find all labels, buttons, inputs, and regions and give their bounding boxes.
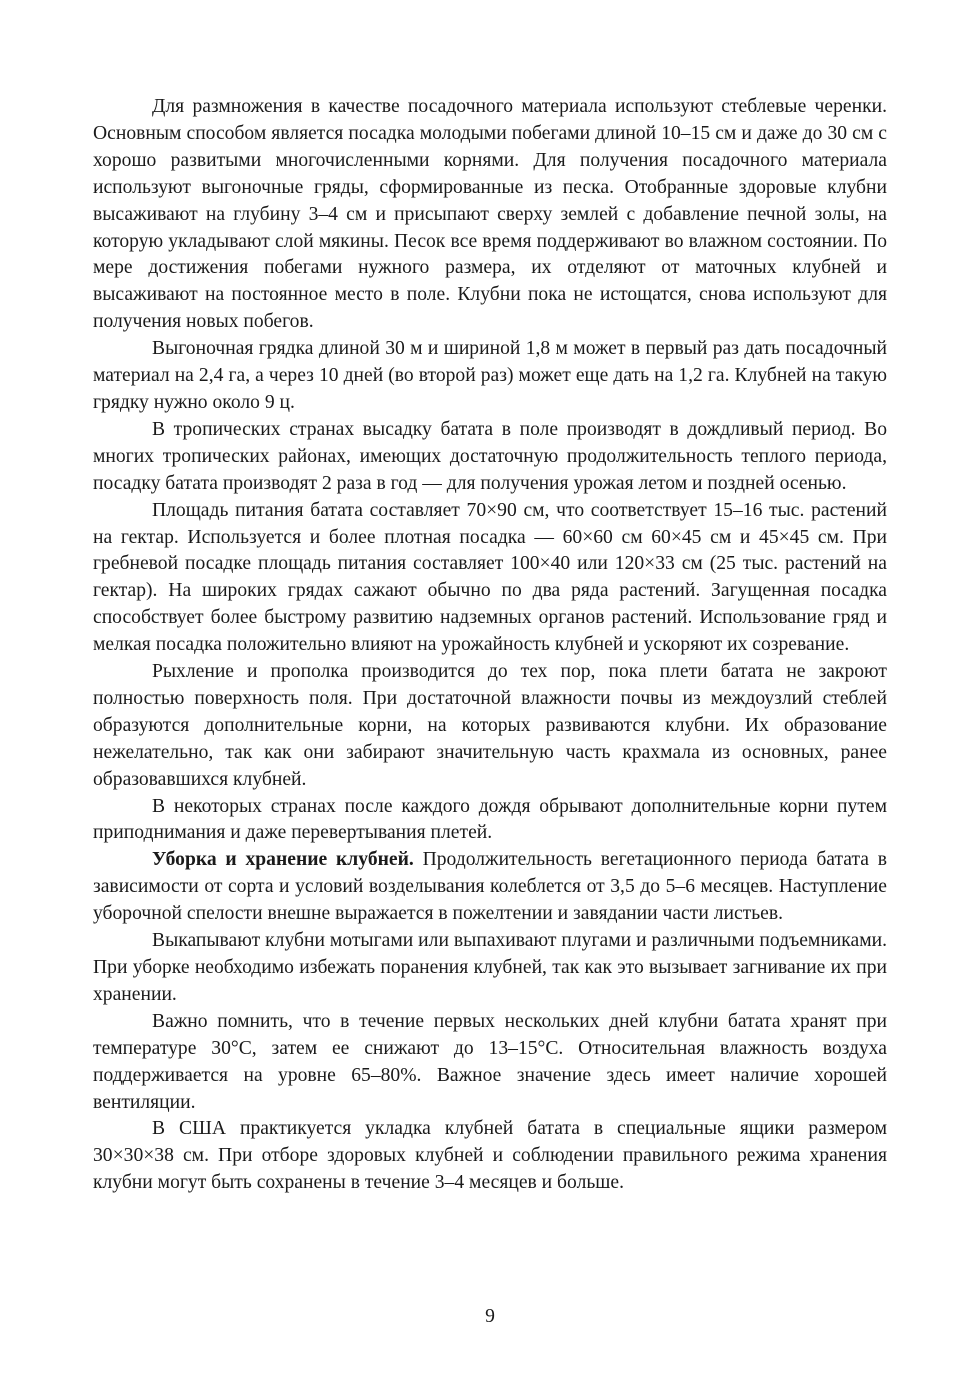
page-number: 9 [485, 1306, 495, 1327]
paragraph-feeding-area: Площадь питания батата составляет 70×90 см, что соответствует 15–16 тыс. растений на гектар. Используется и более плотная посадка — 60×60 см 60×45 см и 45×45 см. При гребневой посадке площадь питания составляет 100×40 или 120×33 см (25 тыс. растений на гектар). На широких грядах сажают обычно по два ряда растений. Загущенная посадка способствует более быстрому развитию надземных органов растений. Использование гряд и мелкая посадка положительно влияют на урожайность клубней и ускоряют их созревание. [93, 499, 887, 656]
paragraph-storage-temperature: Важно помнить, что в течение первых нескольких дней клубни батата хранят при температуре 30°С, затем ее снижают до 13–15°С. Относительная влажность воздуха поддерживается на уровне 65–80%. Важное значение здесь имеет наличие хорошей вентиляции. [93, 1010, 887, 1113]
paragraph-loosening-weeding: Рыхление и прополка производится до тех пор, пока плети батата не закроют полностью поверхность поля. При достаточной влажности почвы из междоузлий стеблей образуются дополнительные корни, на которых развиваются клубни. Их образование нежелательно, так как они забирают значительную часть крахмала из основных, ранее образовавшихся клубней. [93, 661, 887, 790]
paragraph-usa-boxes: В США практикуется укладка клубней батата в специальные ящики размером 30×30×38 см. При отборе здоровых клубней и соблюдении правильного режима хранения клубни могут быть сохранены в течение 3–4 месяцев и больше. [93, 1118, 887, 1194]
page-body [93, 94, 887, 1197]
harvest-text: Продолжительность вегетационного периода батата в зависимости от сорта и условий возделывания колеблется от 3,5 до 5–6 месяцев. Наступление уборочной спелости внешне выражается в пожелтении и завядании части листьев. [93, 849, 888, 925]
paragraph-root-removal: В некоторых странах после каждого дождя обрывают дополнительные корни путем приподнимания и даже перевертывания плетей. [93, 795, 887, 844]
paragraph-forcing-bed: Выгоночная грядка длиной 30 м и шириной 1,8 м может в первый раз дать посадочный материал на 2,4 га, а через 10 дней (во второй раз) может еще дать на 1,2 га. Клубней на такую грядку нужно около 9 ц. [93, 338, 887, 413]
paragraph-harvest-storage [93, 847, 887, 928]
section-heading-harvest: Уборка и хранение клубней. [152, 849, 414, 871]
paragraph-propagation: Для размножения в качестве посадочного материала используют стеблевые черенки. Основным способом является посадка молодыми побегами длиной 10–15 см и даже до 30 см с хорошо развитыми многочисленными корнями. Для получения посадочного материала используют выгоночные гряды, сформированные из песка. Отобранные здоровые клубни высаживают на глубину 3–4 см и присыпают сверху землей с добавление печной золы, на которую укладывают слой мякины. Песок все время поддерживают во влажном состоянии. По мере достижения побегами нужного размера, их отделяют от маточных клубней и высаживают на постоянное место в поле. Клубни пока не истощатся, снова используют для получения новых побегов. [93, 96, 887, 333]
paragraph-tropical-planting: В тропических странах высадку батата в поле производят в дождливый период. Во многих тропических районах, имеющих достаточную продолжительность теплого периода, посадку батата производят 2 раза в год — для получения урожая летом и поздней осенью. [93, 418, 887, 494]
paragraph-digging: Выкапывают клубни мотыгами или выпахивают плугами и различными подъемниками. При уборке необходимо избежать поранения клубней, так как это вызывает загнивание их при хранении. [93, 930, 887, 1005]
